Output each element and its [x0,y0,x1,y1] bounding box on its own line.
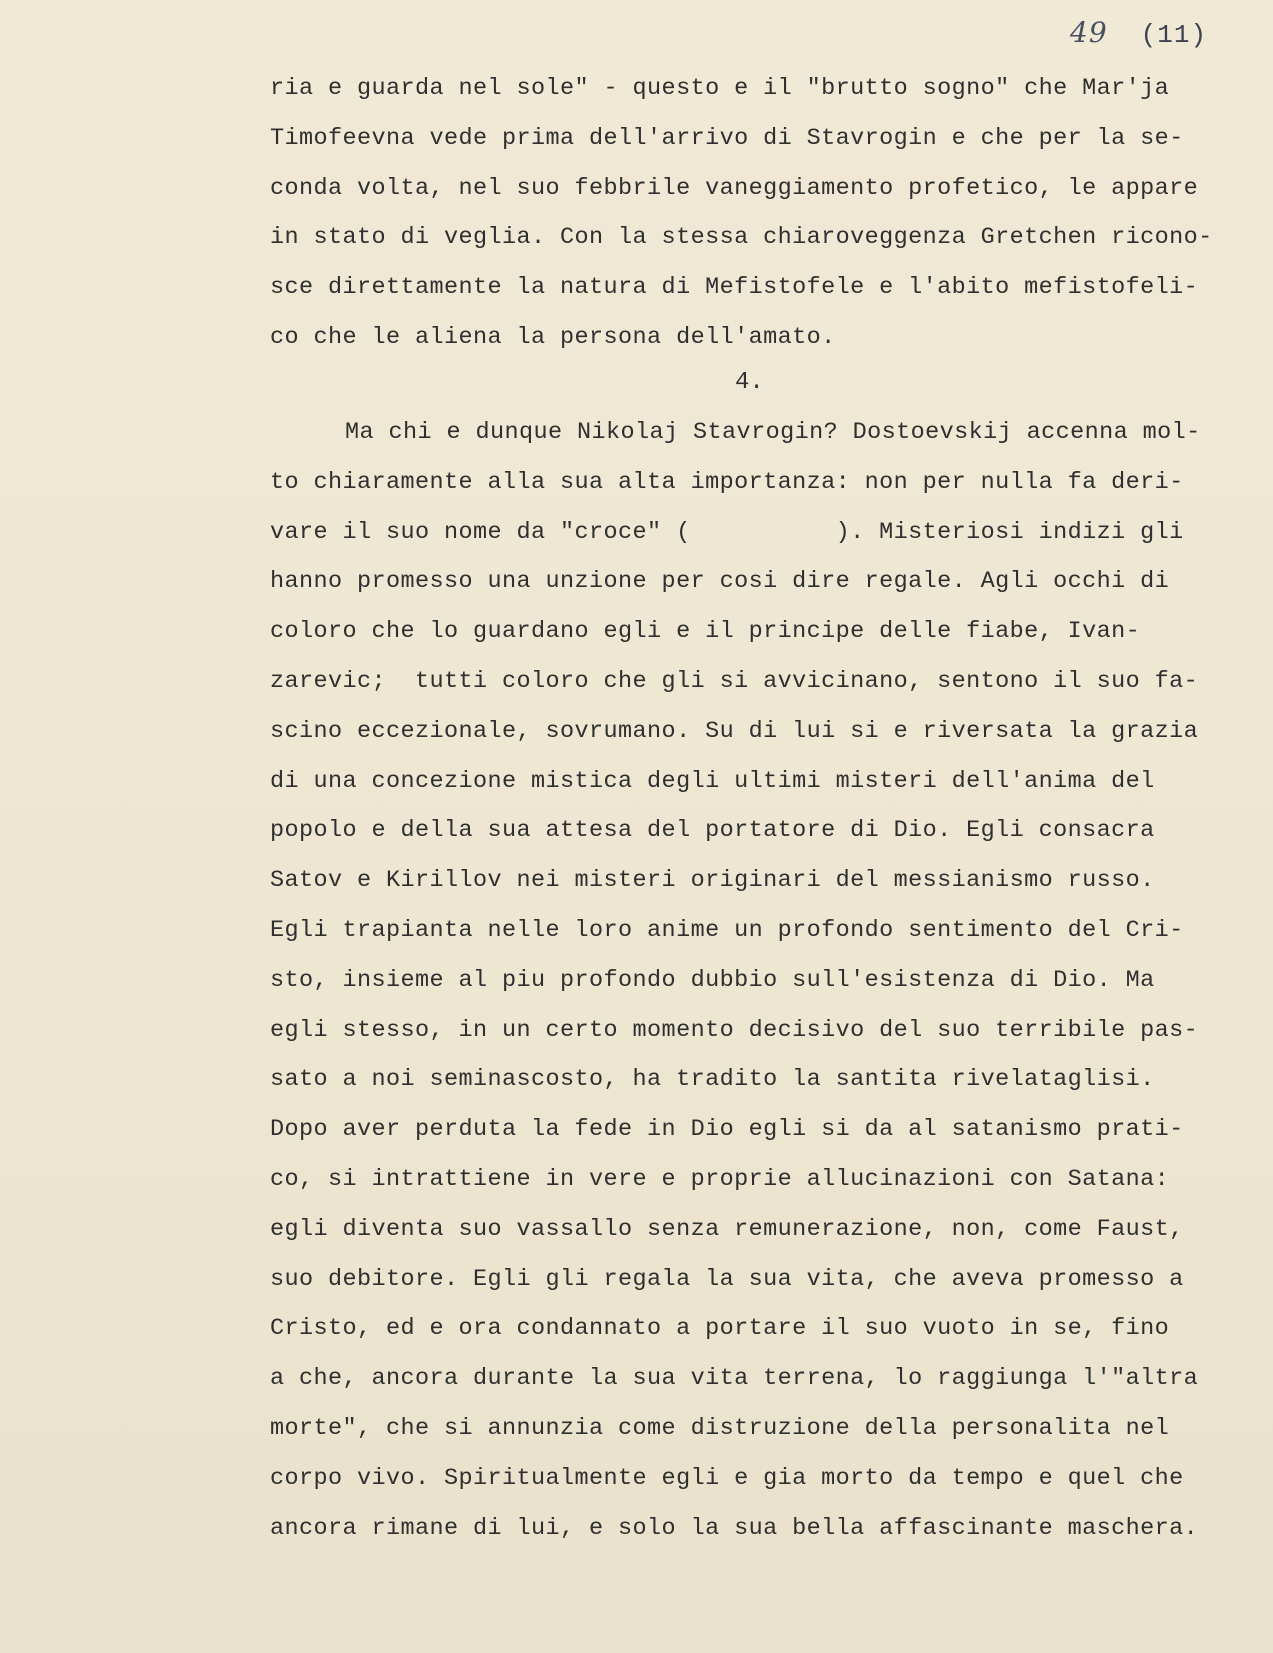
text-line: scino eccezionale, sovrumano. Su di lui si e riversata la grazia [270,717,1199,745]
page-number [1070,16,1220,52]
handwritten-page-number: 49 [1070,16,1108,49]
text-line: hanno promesso una unzione per cosi dire regale. Agli occhi di [270,568,1170,596]
paragraph-2 [270,408,1230,1553]
text-line: morte", che si annunzia come distruzione della personalita nel [270,1414,1170,1442]
text-line: sce direttamente la natura di Mefistofele e l'abito mefistofeli- [270,274,1199,302]
text-line: ancora rimane di lui, e solo la sua bella affascinante maschera. [270,1514,1199,1542]
text-line: corpo vivo. Spiritualmente egli e gia morto da tempo e quel che [270,1464,1184,1492]
text-line: di una concezione mistica degli ultimi misteri dell'anima del [270,767,1155,795]
text-line: egli diventa suo vassallo senza remunerazione, non, come Faust, [270,1215,1184,1243]
text-line: Ma chi e dunque Nikolaj Stavrogin? Dostoevskij accenna mol- [345,419,1201,446]
text-line: sato a noi seminascosto, ha tradito la santita rivelataglisi. [270,1066,1155,1094]
text-line: zarevic; tutti coloro che gli si avvicinano, sentono il suo fa- [270,667,1199,695]
typed-page-number: (11) [1140,20,1208,50]
text-line: vare il suo nome da "croce" ( ). Misteriosi indizi gli [270,518,1184,546]
text-line: in stato di veglia. Con la stessa chiaroveggenza Gretchen ricono- [270,224,1213,252]
paragraph-1 [270,64,1230,363]
text-line: Satov e Kirillov nei misteri originari del messianismo russo. [270,867,1155,895]
section-number: 4. [735,369,764,396]
text-line: coloro che lo guardano egli e il principe delle fiabe, Ivan- [270,618,1141,646]
text-line: to chiaramente alla sua alta importanza: non per nulla fa deri- [270,468,1184,496]
text-line: co che le aliena la persona dell'amato. [270,323,836,351]
text-line: a che, ancora durante la sua vita terrena, lo raggiunga l'"altra [270,1365,1199,1393]
text-line: co, si intrattiene in vere e proprie allucinazioni con Satana: [270,1165,1170,1193]
text-line: Timofeevna vede prima dell'arrivo di Stavrogin e che per la se- [270,124,1184,152]
text-line: ria e guarda nel sole" - questo e il "brutto sogno" che Mar'ja [270,75,1170,102]
text-line: conda volta, nel suo febbrile vaneggiamento profetico, le appare [270,174,1199,202]
text-line: Cristo, ed e ora condannato a portare il suo vuoto in se, fino [270,1315,1170,1343]
text-line: sto, insieme al piu profondo dubbio sull'esistenza di Dio. Ma [270,966,1155,994]
text-line: suo debitore. Egli gli regala la sua vita, che aveva promesso a [270,1265,1184,1293]
text-line: Egli trapianta nelle loro anime un profondo sentimento del Cri- [270,916,1184,944]
text-line: egli stesso, in un certo momento decisivo del suo terribile pas- [270,1016,1199,1044]
text-line: Dopo aver perduta la fede in Dio egli si da al satanismo prati- [270,1116,1184,1144]
text-line: popolo e della sua attesa del portatore di Dio. Egli consacra [270,817,1155,845]
